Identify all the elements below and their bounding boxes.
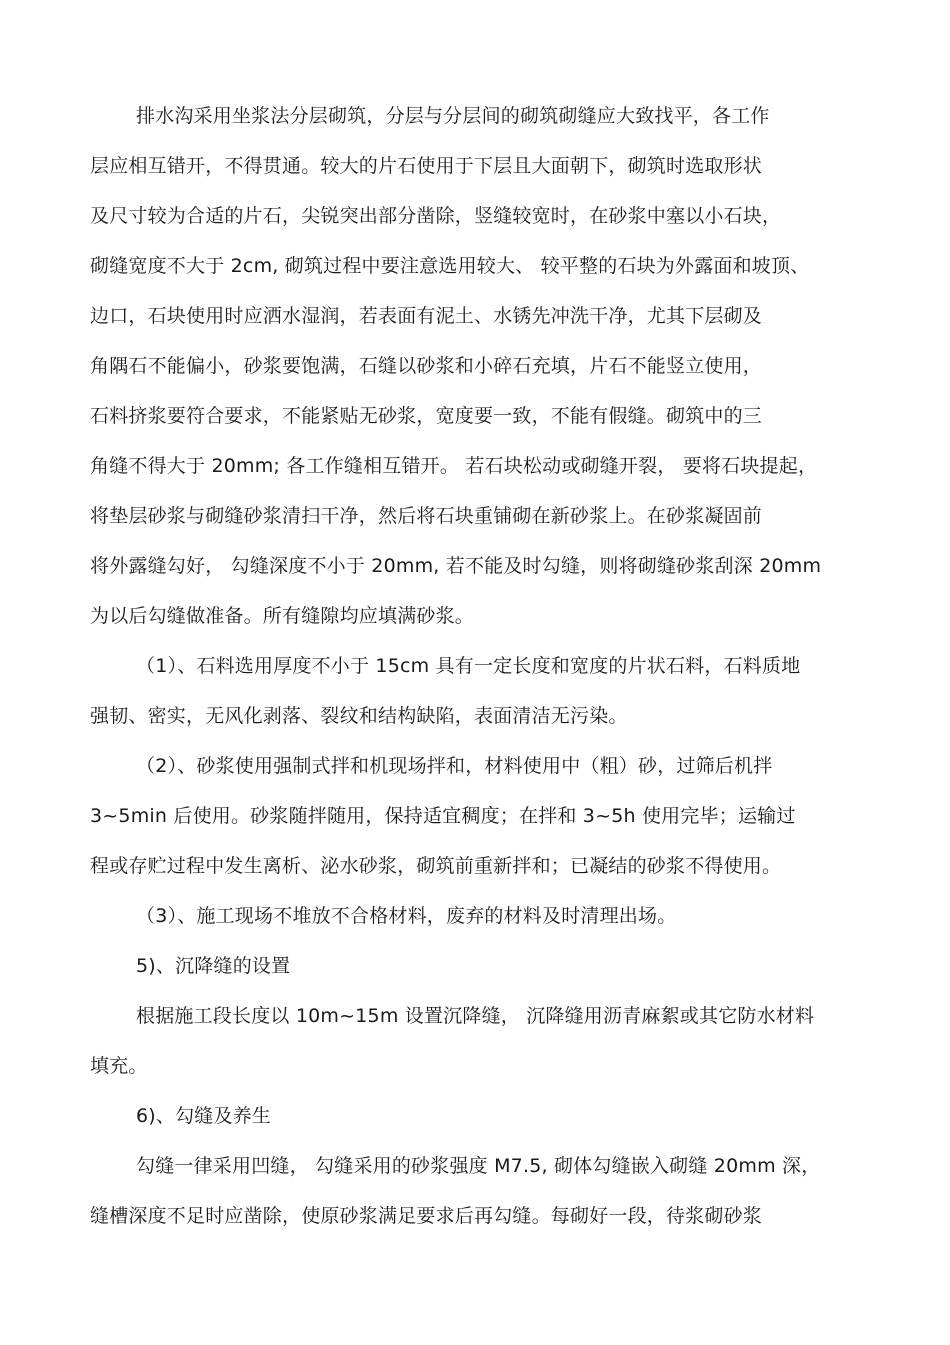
text-line: 程或存贮过程中发生离析、泌水砂浆，砌筑前重新拌和；已凝结的砂浆不得使用。 (90, 855, 782, 877)
text-line: 排水沟采用坐浆法分层砌筑，分层与分层间的砌筑砌缝应大致找平，各工作 (136, 105, 770, 127)
text-line: 层应相互错开，不得贯通。较大的片石使用于下层且大面朝下，砌筑时选取形状 (90, 155, 763, 177)
text-line: 将垫层砂浆与砌缝砂浆清扫干净，然后将石块重铺砌在新砂浆上。在砂浆凝固前 (90, 505, 763, 527)
text-line: 角隅石不能偏小，砂浆要饱满，石缝以砂浆和小碎石充填，片石不能竖立使用， (90, 355, 763, 377)
text-line: 将外露缝勾好， 勾缝深度不小于 20mm, 若不能及时勾缝，则将砌缝砂浆刮深 20mm (90, 555, 822, 577)
text-line: 缝槽深度不足时应凿除，使原砂浆满足要求后再勾缝。每砌好一段，待浆砌砂浆 (90, 1205, 763, 1227)
text-line: 砌缝宽度不大于 2cm, 砌筑过程中要注意选用较大、 较平整的石块为外露面和坡顶、 (90, 255, 810, 277)
text-line: （2）、砂浆使用强制式拌和机现场拌和，材料使用中（粗）砂，过筛后机拌 (136, 755, 773, 777)
text-line: 角缝不得大于 20mm; 各工作缝相互错开。 若石块松动或砌缝开裂， 要将石块提起， (90, 455, 818, 477)
text-line: 勾缝一律采用凹缝， 勾缝采用的砂浆强度 M7.5, 砌体勾缝嵌入砌缝 20mm 深， (136, 1155, 821, 1177)
text-line: 及尺寸较为合适的片石，尖锐突出部分凿除，竖缝较宽时，在砂浆中塞以小石块， (90, 205, 782, 227)
text-line: 强韧、密实，无风化剥落、裂纹和结构缺陷，表面清洁无污染。 (90, 705, 628, 727)
text-line: （3）、施工现场不堆放不合格材料，废弃的材料及时清理出场。 (136, 905, 677, 927)
text-line: 填充。 (90, 1055, 148, 1077)
section-heading: 6)、勾缝及养生 (136, 1105, 272, 1127)
text-line: 根据施工段长度以 10m~15m 设置沉降缝， 沉降缝用沥青麻絮或其它防水材料 (136, 1005, 815, 1027)
text-line: 3~5min 后使用。砂浆随拌随用，保持适宜稠度；在拌和 3~5h 使用完毕；运输过 (90, 805, 796, 827)
text-line: 石料挤浆要符合要求，不能紧贴无砂浆，宽度要一致，不能有假缝。砌筑中的三 (90, 405, 763, 427)
text-line: （1）、石料选用厚度不小于 15cm 具有一定长度和宽度的片状石料，石料质地 (136, 655, 801, 677)
text-line: 为以后勾缝做准备。所有缝隙均应填满砂浆。 (90, 605, 475, 627)
section-heading: 5)、沉降缝的设置 (136, 955, 291, 977)
text-line: 边口，石块使用时应洒水湿润，若表面有泥土、水锈先冲洗干净，尤其下层砌及 (90, 305, 763, 327)
